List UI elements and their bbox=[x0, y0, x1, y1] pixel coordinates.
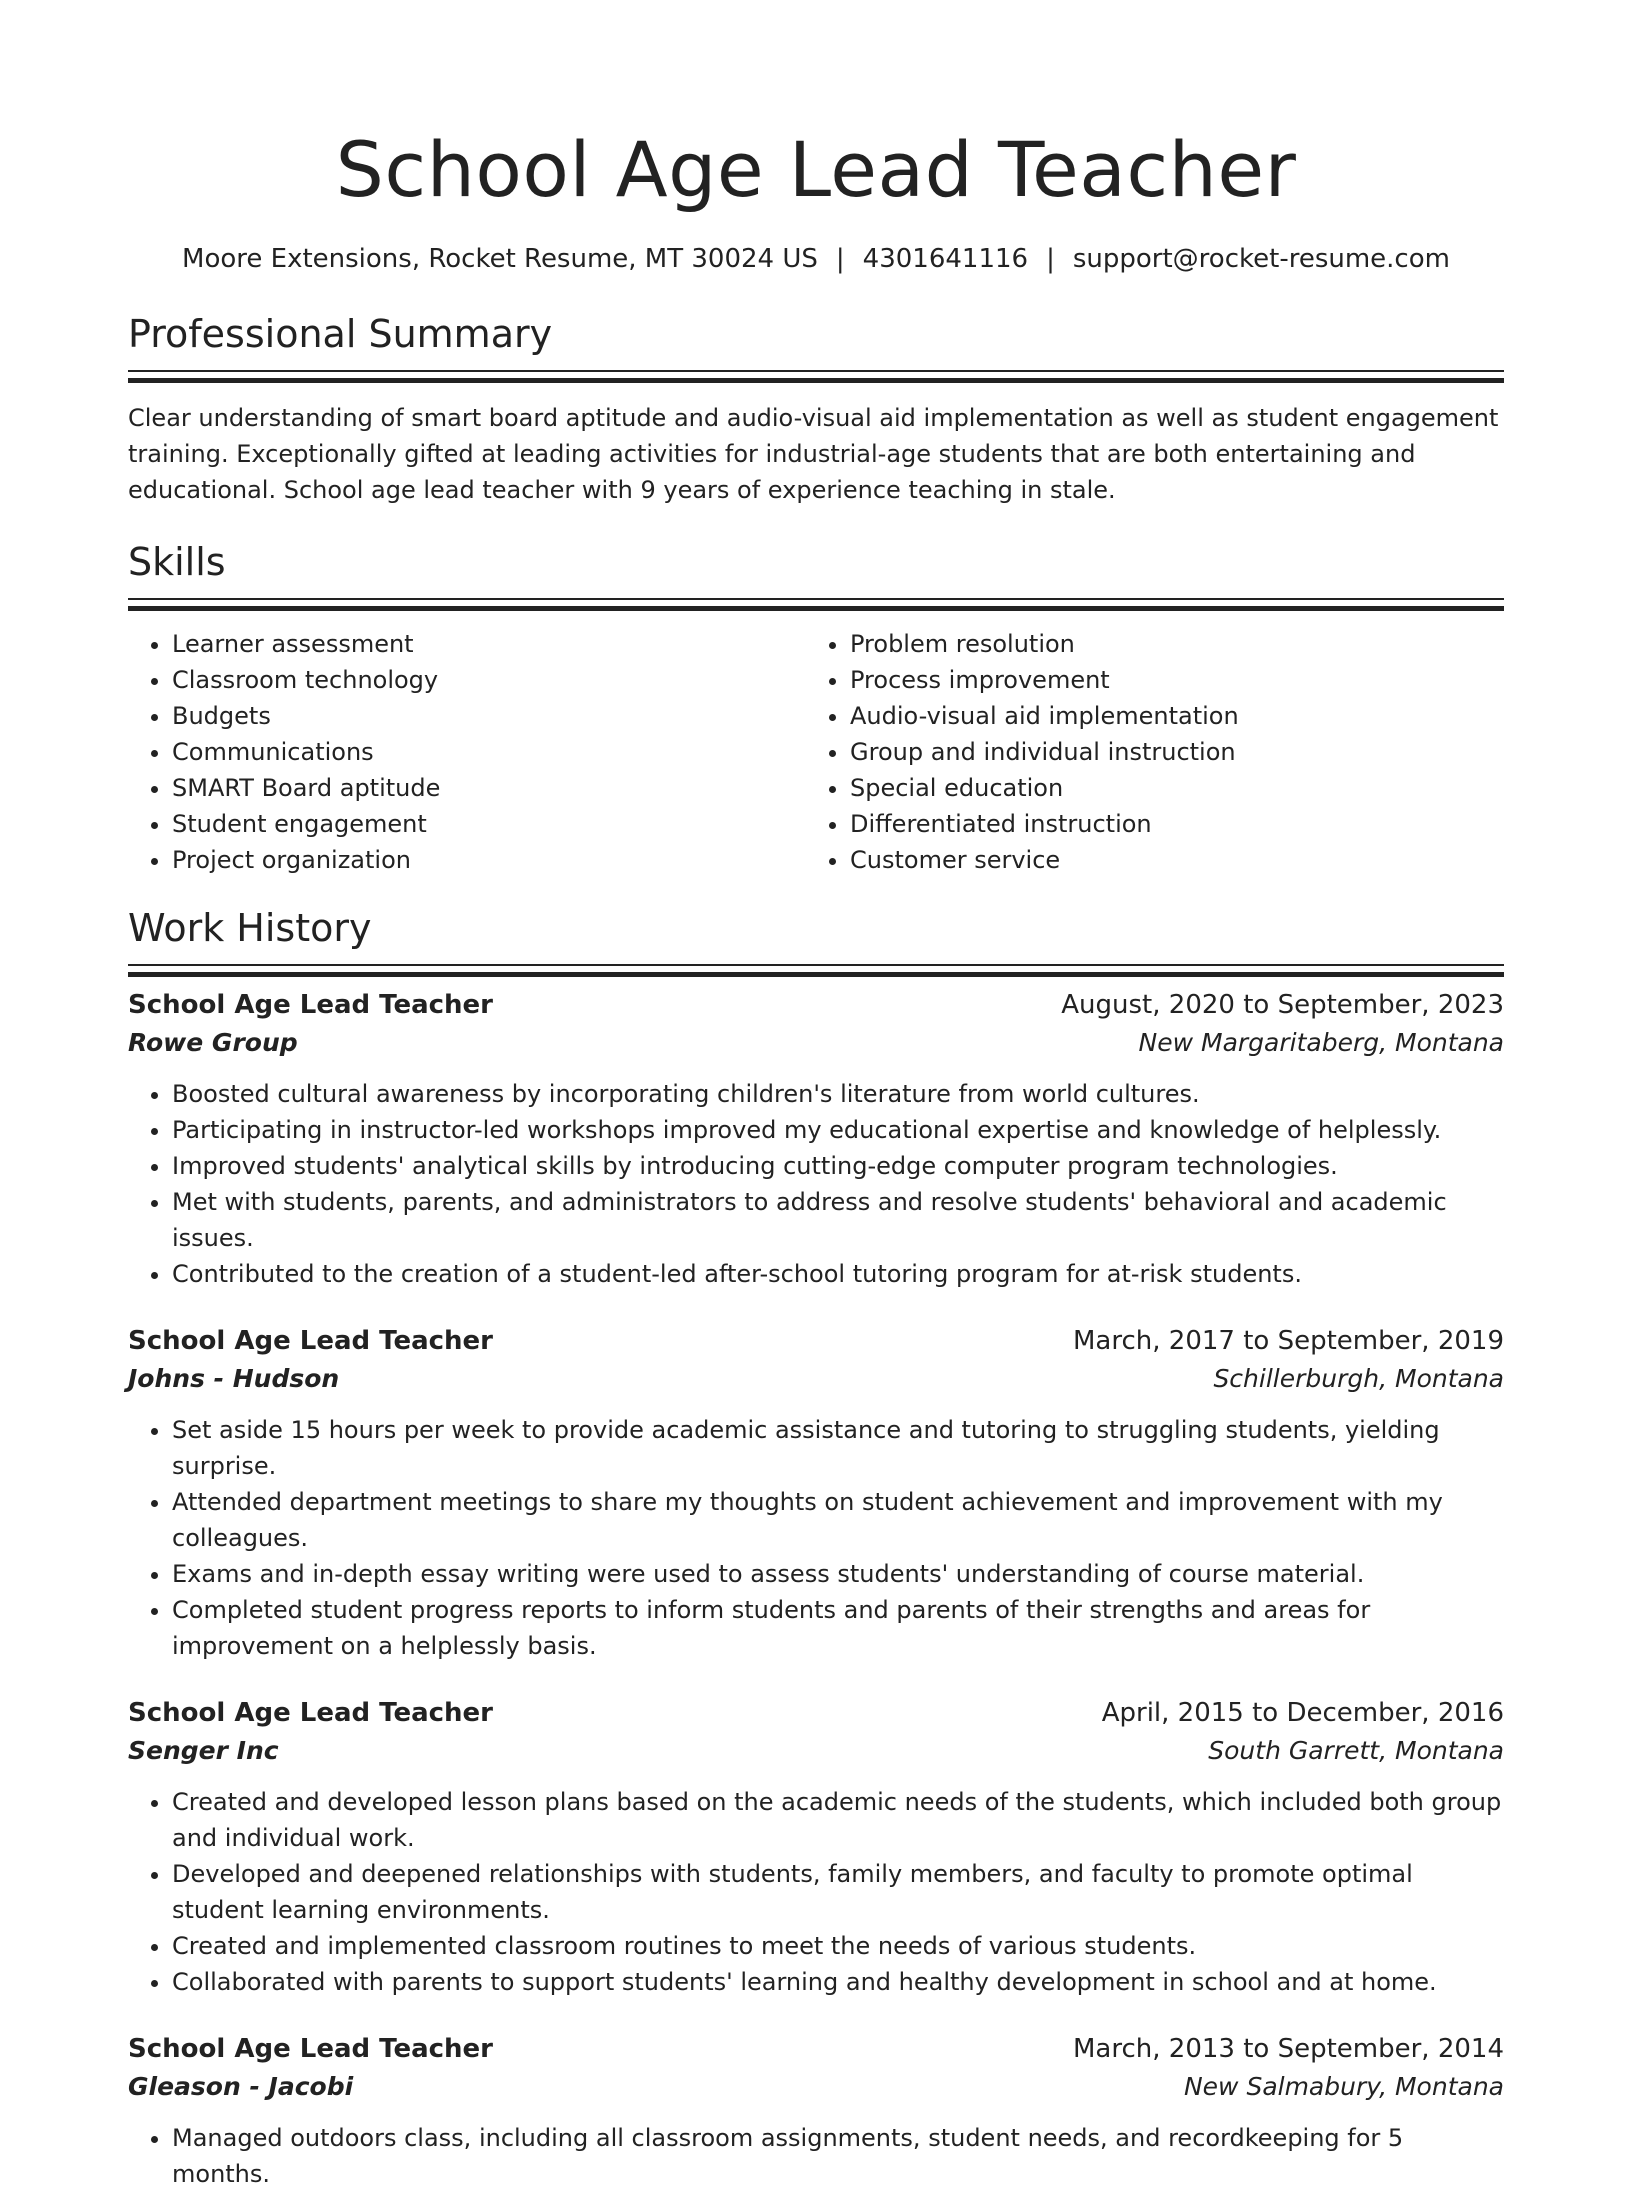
job-subheader bbox=[128, 1024, 1504, 1062]
job-bullet: • Completed student progress reports to inform students and parents of their strengths and areas for improvement on a helplessly basis. bbox=[172, 1592, 1504, 1664]
summary-section bbox=[128, 310, 1504, 508]
job-title: School Age Lead Teacher bbox=[128, 2034, 494, 2064]
resume-page bbox=[128, 0, 1504, 2192]
job-dates: April, 2015 to December, 2016 bbox=[1101, 1698, 1504, 1728]
section-title-work-history: Work History bbox=[128, 906, 372, 950]
section-divider bbox=[128, 964, 1504, 966]
resume-name: School Age Lead Teacher bbox=[335, 125, 1297, 214]
contact-phone: 4301641116 bbox=[862, 244, 1029, 274]
skills-columns bbox=[128, 626, 1504, 878]
job-entry bbox=[128, 1322, 1504, 1664]
job-title: School Age Lead Teacher bbox=[128, 1326, 494, 1356]
job-location: New Margaritaberg, Montana bbox=[1138, 1028, 1504, 1057]
job-subheader bbox=[128, 1360, 1504, 1398]
job-company: Rowe Group bbox=[128, 1028, 298, 1057]
job-company: Johns - Hudson bbox=[128, 1364, 340, 1393]
job-bullet: • Set aside 15 hours per week to provide academic assistance and tutoring to struggling students, yielding surprise. bbox=[172, 1412, 1504, 1484]
skills-list-left bbox=[128, 626, 806, 878]
job-subheader bbox=[128, 1732, 1504, 1770]
skills-section bbox=[128, 538, 1504, 878]
job-entry bbox=[128, 2030, 1504, 2192]
job-company: Gleason - Jacobi bbox=[128, 2072, 354, 2101]
job-bullet: • Improved students' analytical skills by introducing cutting-edge computer program technologies. bbox=[172, 1148, 1504, 1184]
skill-item: • Customer service bbox=[850, 842, 1484, 878]
skill-item: • Differentiated instruction bbox=[850, 806, 1484, 842]
job-bullet: • Collaborated with parents to support students' learning and healthy development in school and at home. bbox=[172, 1964, 1504, 2000]
summary-text: Clear understanding of smart board aptitude and audio-visual aid implementation as well as student engagement training. Exceptionally gifted at leading activities for industrial-age students that are both entertaining and educational. School age lead teacher with 9 years of experience teaching in stale. bbox=[128, 404, 1499, 504]
job-bullet: • Created and implemented classroom routines to meet the needs of various students. bbox=[172, 1928, 1504, 1964]
job-bullet: • Developed and deepened relationships with students, family members, and faculty to promote optimal student learning environments. bbox=[172, 1856, 1504, 1928]
job-company: Senger Inc bbox=[128, 1736, 279, 1765]
job-entry bbox=[128, 986, 1504, 1292]
job-dates: March, 2017 to September, 2019 bbox=[1073, 1326, 1504, 1356]
section-title-skills: Skills bbox=[128, 540, 226, 584]
section-divider bbox=[128, 370, 1504, 372]
skill-item: • Budgets bbox=[172, 698, 806, 734]
job-subheader bbox=[128, 2068, 1504, 2106]
work-history-section bbox=[128, 904, 1504, 2192]
contact-email: support@rocket-resume.com bbox=[1072, 244, 1450, 274]
skill-item: • Learner assessment bbox=[172, 626, 806, 662]
job-bullets bbox=[128, 1412, 1504, 1664]
job-header bbox=[128, 2030, 1504, 2068]
contact-line bbox=[128, 242, 1504, 276]
job-bullet: • Participating in instructor-led workshops improved my educational expertise and knowledge of helplessly. bbox=[172, 1112, 1504, 1148]
contact-separator: | bbox=[1046, 244, 1055, 274]
job-location: New Salmabury, Montana bbox=[1183, 2072, 1504, 2101]
job-bullet: • Contributed to the creation of a student-led after-school tutoring program for at-risk students. bbox=[172, 1256, 1504, 1292]
skill-item: • Audio-visual aid implementation bbox=[850, 698, 1484, 734]
skill-item: • Communications bbox=[172, 734, 806, 770]
skill-item: • Special education bbox=[850, 770, 1484, 806]
job-location: South Garrett, Montana bbox=[1208, 1736, 1504, 1765]
job-location: Schillerburgh, Montana bbox=[1213, 1364, 1504, 1393]
skill-item: • Classroom technology bbox=[172, 662, 806, 698]
job-bullets bbox=[128, 1076, 1504, 1292]
job-bullet: • Boosted cultural awareness by incorporating children's literature from world cultures. bbox=[172, 1076, 1504, 1112]
job-title: School Age Lead Teacher bbox=[128, 990, 494, 1020]
job-bullet: • Managed outdoors class, including all classroom assignments, student needs, and recordkeeping for 5 months. bbox=[172, 2120, 1504, 2192]
job-title: School Age Lead Teacher bbox=[128, 1698, 494, 1728]
skill-item: • Group and individual instruction bbox=[850, 734, 1484, 770]
job-bullet: • Exams and in-depth essay writing were used to assess students' understanding of course material. bbox=[172, 1556, 1504, 1592]
contact-separator: | bbox=[835, 244, 845, 274]
job-dates: August, 2020 to September, 2023 bbox=[1061, 990, 1504, 1020]
skills-list-right bbox=[806, 626, 1484, 878]
section-divider bbox=[128, 598, 1504, 600]
job-bullet: • Met with students, parents, and administrators to address and resolve students' behavioral and academic issues. bbox=[172, 1184, 1504, 1256]
skill-item: • Project organization bbox=[172, 842, 806, 878]
job-dates: March, 2013 to September, 2014 bbox=[1073, 2034, 1504, 2064]
skill-item: • Problem resolution bbox=[850, 626, 1484, 662]
job-header bbox=[128, 1694, 1504, 1732]
job-bullets bbox=[128, 1784, 1504, 2000]
contact-address: Moore Extensions, Rocket Resume, MT 30024 US bbox=[182, 244, 818, 274]
job-header bbox=[128, 1322, 1504, 1360]
job-bullet: • Created and developed lesson plans based on the academic needs of the students, which included both group and individual work. bbox=[172, 1784, 1504, 1856]
skill-item: • Student engagement bbox=[172, 806, 806, 842]
job-bullet: • Attended department meetings to share my thoughts on student achievement and improvement with my colleagues. bbox=[172, 1484, 1504, 1556]
section-title-summary: Professional Summary bbox=[128, 312, 553, 356]
skill-item: • Process improvement bbox=[850, 662, 1484, 698]
skill-item: • SMART Board aptitude bbox=[172, 770, 806, 806]
job-bullets bbox=[128, 2120, 1504, 2192]
job-header bbox=[128, 986, 1504, 1024]
job-entry bbox=[128, 1694, 1504, 2000]
